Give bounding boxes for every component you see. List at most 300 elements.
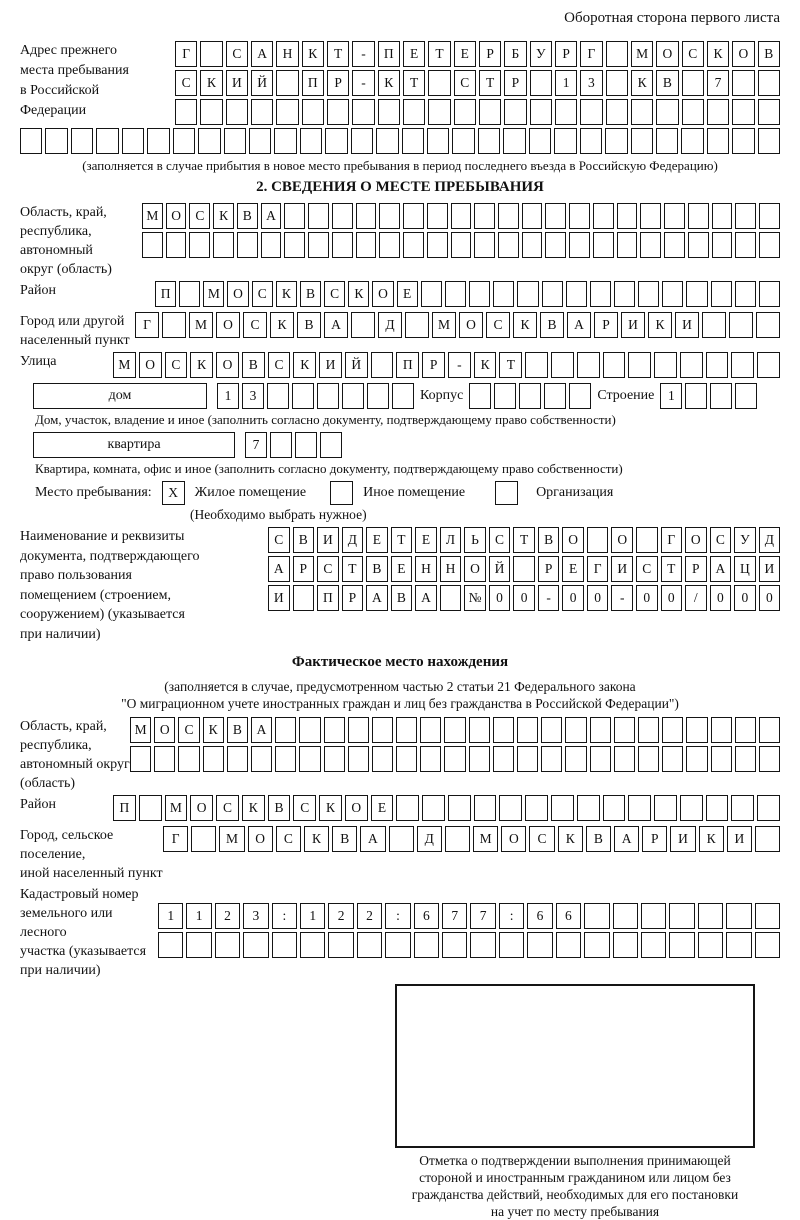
char-box[interactable] — [396, 717, 417, 743]
char-box[interactable] — [213, 232, 234, 258]
char-box[interactable] — [469, 281, 490, 307]
char-box[interactable]: О — [656, 41, 678, 67]
char-box[interactable] — [735, 281, 756, 307]
char-box[interactable] — [276, 70, 298, 96]
char-box[interactable] — [759, 203, 780, 229]
char-box[interactable] — [403, 232, 424, 258]
char-box[interactable]: Л — [440, 527, 462, 553]
char-box[interactable]: О — [227, 281, 248, 307]
char-box[interactable]: Т — [479, 70, 501, 96]
char-box[interactable]: № — [464, 585, 486, 611]
char-box[interactable] — [200, 99, 222, 125]
char-box[interactable]: Е — [415, 527, 437, 553]
char-box[interactable] — [702, 312, 726, 338]
char-box[interactable] — [541, 717, 562, 743]
char-box[interactable] — [525, 352, 548, 378]
char-box[interactable]: С — [178, 717, 199, 743]
char-box[interactable] — [617, 232, 638, 258]
char-box[interactable] — [641, 903, 666, 929]
char-box[interactable]: В — [758, 41, 780, 67]
char-box[interactable] — [541, 746, 562, 772]
char-box[interactable]: - — [611, 585, 633, 611]
char-box[interactable]: М — [142, 203, 163, 229]
char-box[interactable] — [638, 746, 659, 772]
char-box[interactable] — [499, 795, 522, 821]
char-box[interactable] — [614, 746, 635, 772]
char-box[interactable]: К — [348, 281, 369, 307]
char-box[interactable] — [284, 232, 305, 258]
char-box[interactable] — [656, 99, 678, 125]
kvartira-field[interactable]: квартира — [33, 432, 235, 458]
char-box[interactable]: 0 — [513, 585, 535, 611]
char-box[interactable]: О — [562, 527, 584, 553]
char-box[interactable]: В — [366, 556, 388, 582]
char-box[interactable] — [680, 352, 703, 378]
char-box[interactable] — [726, 932, 751, 958]
char-box[interactable]: М — [113, 352, 136, 378]
char-box[interactable] — [444, 746, 465, 772]
char-box[interactable] — [308, 232, 329, 258]
char-box[interactable] — [732, 128, 754, 154]
char-box[interactable] — [308, 203, 329, 229]
char-box[interactable]: П — [396, 352, 419, 378]
char-box[interactable]: О — [190, 795, 213, 821]
char-box[interactable]: О — [345, 795, 368, 821]
char-box[interactable] — [732, 70, 754, 96]
char-box[interactable] — [327, 99, 349, 125]
char-box[interactable] — [379, 203, 400, 229]
char-box[interactable]: Р — [555, 41, 577, 67]
char-box[interactable] — [352, 99, 374, 125]
char-box[interactable]: П — [317, 585, 339, 611]
char-box[interactable] — [662, 717, 683, 743]
char-box[interactable] — [348, 746, 369, 772]
char-box[interactable] — [729, 312, 753, 338]
char-box[interactable]: / — [685, 585, 707, 611]
char-box[interactable]: И — [317, 527, 339, 553]
char-box[interactable]: С — [165, 352, 188, 378]
char-box[interactable]: Й — [489, 556, 511, 582]
char-box[interactable]: - — [538, 585, 560, 611]
char-box[interactable]: С — [529, 826, 554, 852]
char-box[interactable] — [227, 746, 248, 772]
char-box[interactable]: - — [352, 70, 374, 96]
char-box[interactable]: В — [237, 203, 258, 229]
char-box[interactable] — [517, 717, 538, 743]
char-box[interactable] — [590, 746, 611, 772]
char-box[interactable] — [270, 432, 292, 458]
char-box[interactable]: - — [448, 352, 471, 378]
char-box[interactable]: А — [567, 312, 591, 338]
char-box[interactable] — [735, 383, 757, 409]
char-box[interactable] — [757, 352, 780, 378]
char-box[interactable]: И — [670, 826, 695, 852]
char-box[interactable] — [427, 203, 448, 229]
char-box[interactable]: О — [216, 352, 239, 378]
char-box[interactable]: М — [631, 41, 653, 67]
char-box[interactable] — [445, 826, 470, 852]
char-box[interactable] — [726, 903, 751, 929]
char-box[interactable] — [628, 352, 651, 378]
char-box[interactable] — [545, 232, 566, 258]
char-box[interactable]: Д — [417, 826, 442, 852]
char-box[interactable] — [494, 383, 516, 409]
char-box[interactable]: Р — [685, 556, 707, 582]
char-box[interactable] — [186, 932, 211, 958]
char-box[interactable] — [357, 932, 382, 958]
char-box[interactable] — [707, 128, 729, 154]
char-box[interactable]: С — [243, 312, 267, 338]
char-box[interactable] — [45, 128, 67, 154]
char-box[interactable] — [469, 383, 491, 409]
char-box[interactable]: Ц — [734, 556, 756, 582]
char-box[interactable]: 2 — [215, 903, 240, 929]
char-box[interactable]: 1 — [186, 903, 211, 929]
char-box[interactable] — [342, 383, 364, 409]
char-box[interactable] — [580, 99, 602, 125]
char-box[interactable]: Е — [562, 556, 584, 582]
char-box[interactable]: Г — [580, 41, 602, 67]
char-box[interactable] — [469, 717, 490, 743]
char-box[interactable] — [617, 203, 638, 229]
char-box[interactable]: С — [682, 41, 704, 67]
char-box[interactable] — [420, 717, 441, 743]
char-box[interactable]: Т — [428, 41, 450, 67]
char-box[interactable] — [688, 203, 709, 229]
char-box[interactable] — [372, 717, 393, 743]
char-box[interactable] — [402, 128, 424, 154]
char-box[interactable] — [759, 717, 780, 743]
char-box[interactable] — [584, 932, 609, 958]
char-box[interactable]: Б — [504, 41, 526, 67]
char-box[interactable] — [20, 128, 42, 154]
char-box[interactable]: Е — [391, 556, 413, 582]
char-box[interactable] — [613, 932, 638, 958]
char-box[interactable]: Р — [293, 556, 315, 582]
char-box[interactable] — [376, 128, 398, 154]
char-box[interactable] — [606, 41, 628, 67]
char-box[interactable]: И — [226, 70, 248, 96]
char-box[interactable]: В — [268, 795, 291, 821]
char-box[interactable]: Е — [366, 527, 388, 553]
char-box[interactable] — [631, 99, 653, 125]
char-box[interactable] — [332, 232, 353, 258]
char-box[interactable] — [276, 99, 298, 125]
char-box[interactable]: И — [611, 556, 633, 582]
char-box[interactable]: 7 — [707, 70, 729, 96]
char-box[interactable]: Т — [391, 527, 413, 553]
char-box[interactable]: Н — [415, 556, 437, 582]
char-box[interactable]: 0 — [489, 585, 511, 611]
char-box[interactable] — [420, 746, 441, 772]
char-box[interactable]: О — [139, 352, 162, 378]
char-box[interactable]: 6 — [556, 903, 581, 929]
char-box[interactable]: К — [474, 352, 497, 378]
char-box[interactable]: 6 — [414, 903, 439, 929]
char-box[interactable] — [638, 717, 659, 743]
char-box[interactable] — [758, 99, 780, 125]
char-box[interactable]: Р — [422, 352, 445, 378]
char-box[interactable] — [545, 203, 566, 229]
char-box[interactable]: К — [302, 41, 324, 67]
char-box[interactable]: Е — [403, 41, 425, 67]
char-box[interactable] — [755, 932, 780, 958]
char-box[interactable]: Г — [175, 41, 197, 67]
char-box[interactable]: В — [293, 527, 315, 553]
char-box[interactable] — [527, 932, 552, 958]
char-box[interactable] — [577, 795, 600, 821]
char-box[interactable]: С — [175, 70, 197, 96]
char-box[interactable] — [162, 312, 186, 338]
char-box[interactable]: 0 — [759, 585, 781, 611]
char-box[interactable]: В — [300, 281, 321, 307]
char-box[interactable]: Т — [513, 527, 535, 553]
char-box[interactable] — [372, 746, 393, 772]
char-box[interactable] — [493, 746, 514, 772]
char-box[interactable]: Д — [342, 527, 364, 553]
char-box[interactable] — [274, 128, 296, 154]
char-box[interactable]: О — [464, 556, 486, 582]
char-box[interactable] — [759, 746, 780, 772]
char-box[interactable] — [173, 128, 195, 154]
char-box[interactable] — [551, 795, 574, 821]
char-box[interactable]: Р — [342, 585, 364, 611]
char-box[interactable] — [755, 903, 780, 929]
char-box[interactable] — [189, 232, 210, 258]
char-box[interactable] — [605, 128, 627, 154]
char-box[interactable] — [389, 826, 414, 852]
dom-field[interactable]: дом — [33, 383, 207, 409]
char-box[interactable]: В — [538, 527, 560, 553]
char-box[interactable] — [640, 203, 661, 229]
char-box[interactable]: - — [352, 41, 374, 67]
char-box[interactable]: П — [113, 795, 136, 821]
char-box[interactable] — [513, 556, 535, 582]
char-box[interactable] — [755, 826, 780, 852]
char-box[interactable] — [758, 70, 780, 96]
char-box[interactable] — [735, 232, 756, 258]
char-box[interactable]: А — [360, 826, 385, 852]
char-box[interactable]: В — [297, 312, 321, 338]
char-box[interactable]: 7 — [245, 432, 267, 458]
char-box[interactable]: П — [155, 281, 176, 307]
char-box[interactable] — [300, 128, 322, 154]
char-box[interactable] — [542, 281, 563, 307]
char-box[interactable]: Р — [538, 556, 560, 582]
char-box[interactable]: Й — [251, 70, 273, 96]
char-box[interactable]: К — [203, 717, 224, 743]
char-box[interactable]: 2 — [357, 903, 382, 929]
char-box[interactable]: В — [242, 352, 265, 378]
char-box[interactable] — [759, 232, 780, 258]
char-box[interactable]: 7 — [442, 903, 467, 929]
char-box[interactable]: А — [415, 585, 437, 611]
char-box[interactable] — [469, 746, 490, 772]
char-box[interactable] — [444, 717, 465, 743]
char-box[interactable] — [147, 128, 169, 154]
char-box[interactable] — [422, 795, 445, 821]
char-box[interactable] — [698, 903, 723, 929]
char-box[interactable] — [593, 232, 614, 258]
char-box[interactable] — [428, 70, 450, 96]
char-box[interactable]: А — [324, 312, 348, 338]
char-box[interactable]: К — [378, 70, 400, 96]
char-box[interactable] — [440, 585, 462, 611]
char-box[interactable] — [427, 128, 449, 154]
char-box[interactable] — [640, 232, 661, 258]
char-box[interactable]: 0 — [587, 585, 609, 611]
char-box[interactable]: В — [227, 717, 248, 743]
char-box[interactable] — [325, 128, 347, 154]
char-box[interactable]: А — [710, 556, 732, 582]
char-box[interactable] — [493, 717, 514, 743]
char-box[interactable]: 1 — [158, 903, 183, 929]
char-box[interactable]: С — [489, 527, 511, 553]
char-box[interactable] — [215, 932, 240, 958]
char-box[interactable] — [405, 312, 429, 338]
char-box[interactable]: С — [189, 203, 210, 229]
char-box[interactable] — [706, 352, 729, 378]
char-box[interactable] — [179, 281, 200, 307]
char-box[interactable]: К — [200, 70, 222, 96]
char-box[interactable]: А — [261, 203, 282, 229]
char-box[interactable] — [284, 203, 305, 229]
char-box[interactable]: М — [189, 312, 213, 338]
char-box[interactable] — [454, 99, 476, 125]
char-box[interactable] — [731, 795, 754, 821]
char-box[interactable]: В — [656, 70, 678, 96]
char-box[interactable]: А — [251, 41, 273, 67]
char-box[interactable] — [445, 281, 466, 307]
char-box[interactable] — [474, 203, 495, 229]
char-box[interactable]: Й — [345, 352, 368, 378]
char-box[interactable] — [378, 99, 400, 125]
char-box[interactable] — [603, 352, 626, 378]
char-box[interactable] — [122, 128, 144, 154]
char-box[interactable]: О — [611, 527, 633, 553]
char-box[interactable]: У — [734, 527, 756, 553]
char-box[interactable] — [628, 795, 651, 821]
char-box[interactable]: У — [530, 41, 552, 67]
char-box[interactable] — [470, 932, 495, 958]
char-box[interactable]: Ь — [464, 527, 486, 553]
char-box[interactable] — [295, 432, 317, 458]
char-box[interactable] — [530, 70, 552, 96]
char-box[interactable]: Н — [276, 41, 298, 67]
char-box[interactable] — [712, 232, 733, 258]
char-box[interactable]: К — [513, 312, 537, 338]
char-box[interactable] — [614, 281, 635, 307]
char-box[interactable] — [544, 383, 566, 409]
char-box[interactable] — [580, 128, 602, 154]
char-box[interactable]: 1 — [217, 383, 239, 409]
char-box[interactable] — [427, 232, 448, 258]
char-box[interactable] — [403, 203, 424, 229]
char-box[interactable]: 0 — [734, 585, 756, 611]
char-box[interactable]: 3 — [243, 903, 268, 929]
char-box[interactable] — [367, 383, 389, 409]
char-box[interactable] — [525, 795, 548, 821]
char-box[interactable]: И — [621, 312, 645, 338]
char-box[interactable] — [685, 383, 707, 409]
char-box[interactable] — [503, 128, 525, 154]
char-box[interactable] — [712, 203, 733, 229]
char-box[interactable] — [379, 232, 400, 258]
char-box[interactable] — [590, 281, 611, 307]
char-box[interactable] — [569, 383, 591, 409]
char-box[interactable] — [479, 99, 501, 125]
char-box[interactable] — [474, 232, 495, 258]
char-box[interactable] — [320, 432, 342, 458]
char-box[interactable]: О — [216, 312, 240, 338]
char-box[interactable] — [396, 795, 419, 821]
char-box[interactable] — [638, 281, 659, 307]
char-box[interactable] — [554, 128, 576, 154]
char-box[interactable]: М — [432, 312, 456, 338]
char-box[interactable]: О — [154, 717, 175, 743]
char-box[interactable] — [166, 232, 187, 258]
char-box[interactable]: С — [252, 281, 273, 307]
char-box[interactable] — [710, 383, 732, 409]
checkbox-zhiloe-pomeshchenie[interactable]: X — [162, 481, 185, 505]
char-box[interactable]: С — [454, 70, 476, 96]
char-box[interactable]: О — [501, 826, 526, 852]
char-box[interactable]: Д — [378, 312, 402, 338]
char-box[interactable]: А — [268, 556, 290, 582]
char-box[interactable] — [243, 932, 268, 958]
char-box[interactable]: Е — [454, 41, 476, 67]
char-box[interactable] — [664, 232, 685, 258]
char-box[interactable] — [641, 932, 666, 958]
char-box[interactable] — [175, 99, 197, 125]
char-box[interactable]: К — [304, 826, 329, 852]
char-box[interactable]: О — [685, 527, 707, 553]
char-box[interactable]: К — [648, 312, 672, 338]
char-box[interactable]: В — [391, 585, 413, 611]
char-box[interactable]: Е — [371, 795, 394, 821]
char-box[interactable] — [414, 932, 439, 958]
char-box[interactable] — [292, 383, 314, 409]
char-box[interactable]: К — [293, 352, 316, 378]
char-box[interactable] — [606, 70, 628, 96]
char-box[interactable] — [759, 281, 780, 307]
char-box[interactable] — [706, 795, 729, 821]
char-box[interactable]: О — [459, 312, 483, 338]
char-box[interactable] — [251, 746, 272, 772]
char-box[interactable] — [356, 203, 377, 229]
char-box[interactable]: Р — [594, 312, 618, 338]
char-box[interactable]: К — [631, 70, 653, 96]
char-box[interactable] — [517, 746, 538, 772]
char-box[interactable] — [682, 99, 704, 125]
char-box[interactable]: В — [332, 826, 357, 852]
char-box[interactable] — [403, 99, 425, 125]
char-box[interactable] — [587, 527, 609, 553]
char-box[interactable] — [631, 128, 653, 154]
char-box[interactable]: С — [276, 826, 301, 852]
char-box[interactable] — [448, 795, 471, 821]
char-box[interactable]: К — [190, 352, 213, 378]
char-box[interactable]: 2 — [328, 903, 353, 929]
char-box[interactable] — [178, 746, 199, 772]
char-box[interactable] — [226, 99, 248, 125]
char-box[interactable] — [224, 128, 246, 154]
char-box[interactable]: Г — [661, 527, 683, 553]
char-box[interactable]: К — [242, 795, 265, 821]
char-box[interactable] — [251, 99, 273, 125]
char-box[interactable] — [198, 128, 220, 154]
char-box[interactable]: И — [675, 312, 699, 338]
